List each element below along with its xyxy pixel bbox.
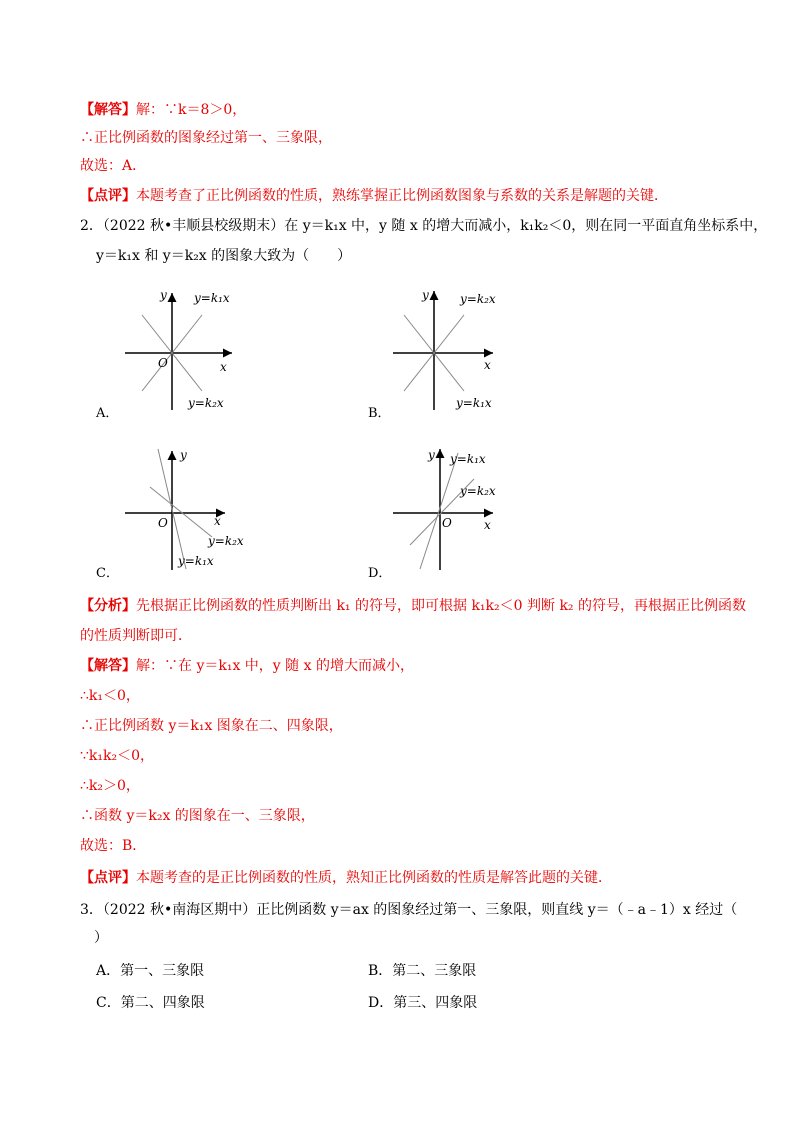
origin-label: O — [442, 516, 452, 530]
axis-x-label: x — [484, 518, 491, 532]
option-d-label-2: y=k₂x — [460, 484, 496, 498]
option-c-graph — [120, 445, 270, 575]
q2-step-3: ∵k₁k₂＜0， — [80, 748, 155, 764]
comment-tag: 【点评】 — [80, 188, 136, 204]
q2-step-5: ∴函数 y＝k₂x 的图象在一、三象限， — [80, 808, 315, 824]
q1-choice: 故选：A． — [80, 158, 147, 174]
option-a-bottom-label: y=k₂x — [188, 396, 224, 410]
axis-y-label: y — [160, 288, 167, 302]
analysis-tag: 【分析】 — [80, 598, 136, 614]
q2-answer-line — [80, 656, 414, 676]
axis-x-label: x — [214, 514, 221, 528]
axis-y-label: y — [422, 288, 429, 302]
option-d-label-1: y=k₁x — [450, 452, 486, 466]
answer-text: 解：∵在 y＝k₁x 中，y 随 x 的增大而减小， — [136, 658, 414, 674]
q1-step-1: ∴正比例函数的图象经过第一、三象限， — [80, 130, 332, 146]
q2-step-6: 故选：B． — [80, 838, 147, 854]
q2-comment-line — [80, 868, 612, 888]
option-a-top-label: y=k₁x — [194, 291, 230, 305]
q3-choice-c: C．第二、四象限 — [96, 995, 205, 1011]
option-c-letter: C． — [96, 566, 119, 581]
option-a-letter: A． — [96, 406, 119, 421]
option-d-letter: D． — [368, 566, 392, 581]
axis-y-label: y — [428, 448, 435, 462]
q3-choice-b: B．第二、三象限 — [368, 963, 477, 979]
option-b-graph — [388, 285, 538, 415]
q2-stem-line-2: y＝k₁x 和 y＝k₂x 的图象大致为（ ） — [96, 248, 352, 264]
q3-stem-line-1: 3．（2022 秋•南海区期中）正比例函数 y＝ax 的图象经过第一、三象限，则直线 y＝（﹣a﹣1）x 经过（ — [80, 902, 738, 918]
axis-y-label: y — [180, 448, 187, 462]
q2-step-2: ∴正比例函数 y＝k₁x 图象在二、四象限， — [80, 718, 343, 734]
comment-text: 本题考查的是正比例函数的性质，熟知正比例函数的性质是解答此题的关键． — [136, 870, 612, 886]
q2-step-4: ∴k₂＞0， — [80, 778, 140, 794]
option-c-label-2: y=k₁x — [178, 554, 214, 568]
option-a-graph — [120, 285, 270, 415]
option-c-label-1: y=k₂x — [208, 534, 244, 548]
comment-tag: 【点评】 — [80, 870, 136, 886]
comment-text: 本题考查了正比例函数的性质，熟练掌握正比例函数图象与系数的关系是解题的关键． — [136, 188, 668, 204]
q1-answer-line — [80, 100, 246, 120]
q3-choice-d: D．第三、四象限 — [368, 995, 478, 1011]
q2-step-1: ∴k₁＜0， — [80, 688, 140, 704]
q2-stem-line-1: 2．（2022 秋•丰顺县校级期末）在 y＝k₁x 中，y 随 x 的增大而减小，k₁k₂＜0，则在同一平面直角坐标系中， — [80, 218, 768, 234]
q1-comment-line — [80, 186, 668, 206]
q2-analysis-line-1 — [80, 596, 746, 616]
option-b-top-label: y=k₂x — [460, 292, 496, 306]
q3-choice-a: A．第一、三象限 — [96, 963, 205, 979]
option-b-bottom-label: y=k₁x — [456, 396, 492, 410]
answer-text: 解：∵k＝8＞0， — [136, 102, 247, 118]
option-d-graph — [388, 445, 538, 575]
q2-analysis-line-2: 的性质判断即可． — [80, 628, 192, 644]
axis-x-label: x — [220, 360, 227, 374]
axis-x-label: x — [484, 358, 491, 372]
q3-stem-line-2: ） — [94, 930, 108, 946]
origin-label: O — [158, 516, 168, 530]
option-b-letter: B． — [368, 406, 391, 421]
origin-label: O — [158, 356, 168, 370]
answer-tag: 【解答】 — [80, 658, 136, 674]
answer-tag: 【解答】 — [80, 102, 136, 118]
analysis-text-1: 先根据正比例函数的性质判断出 k₁ 的符号，即可根据 k₁k₂＜0 判断 k₂ 的符号，再根据正比例函数 — [136, 598, 746, 614]
